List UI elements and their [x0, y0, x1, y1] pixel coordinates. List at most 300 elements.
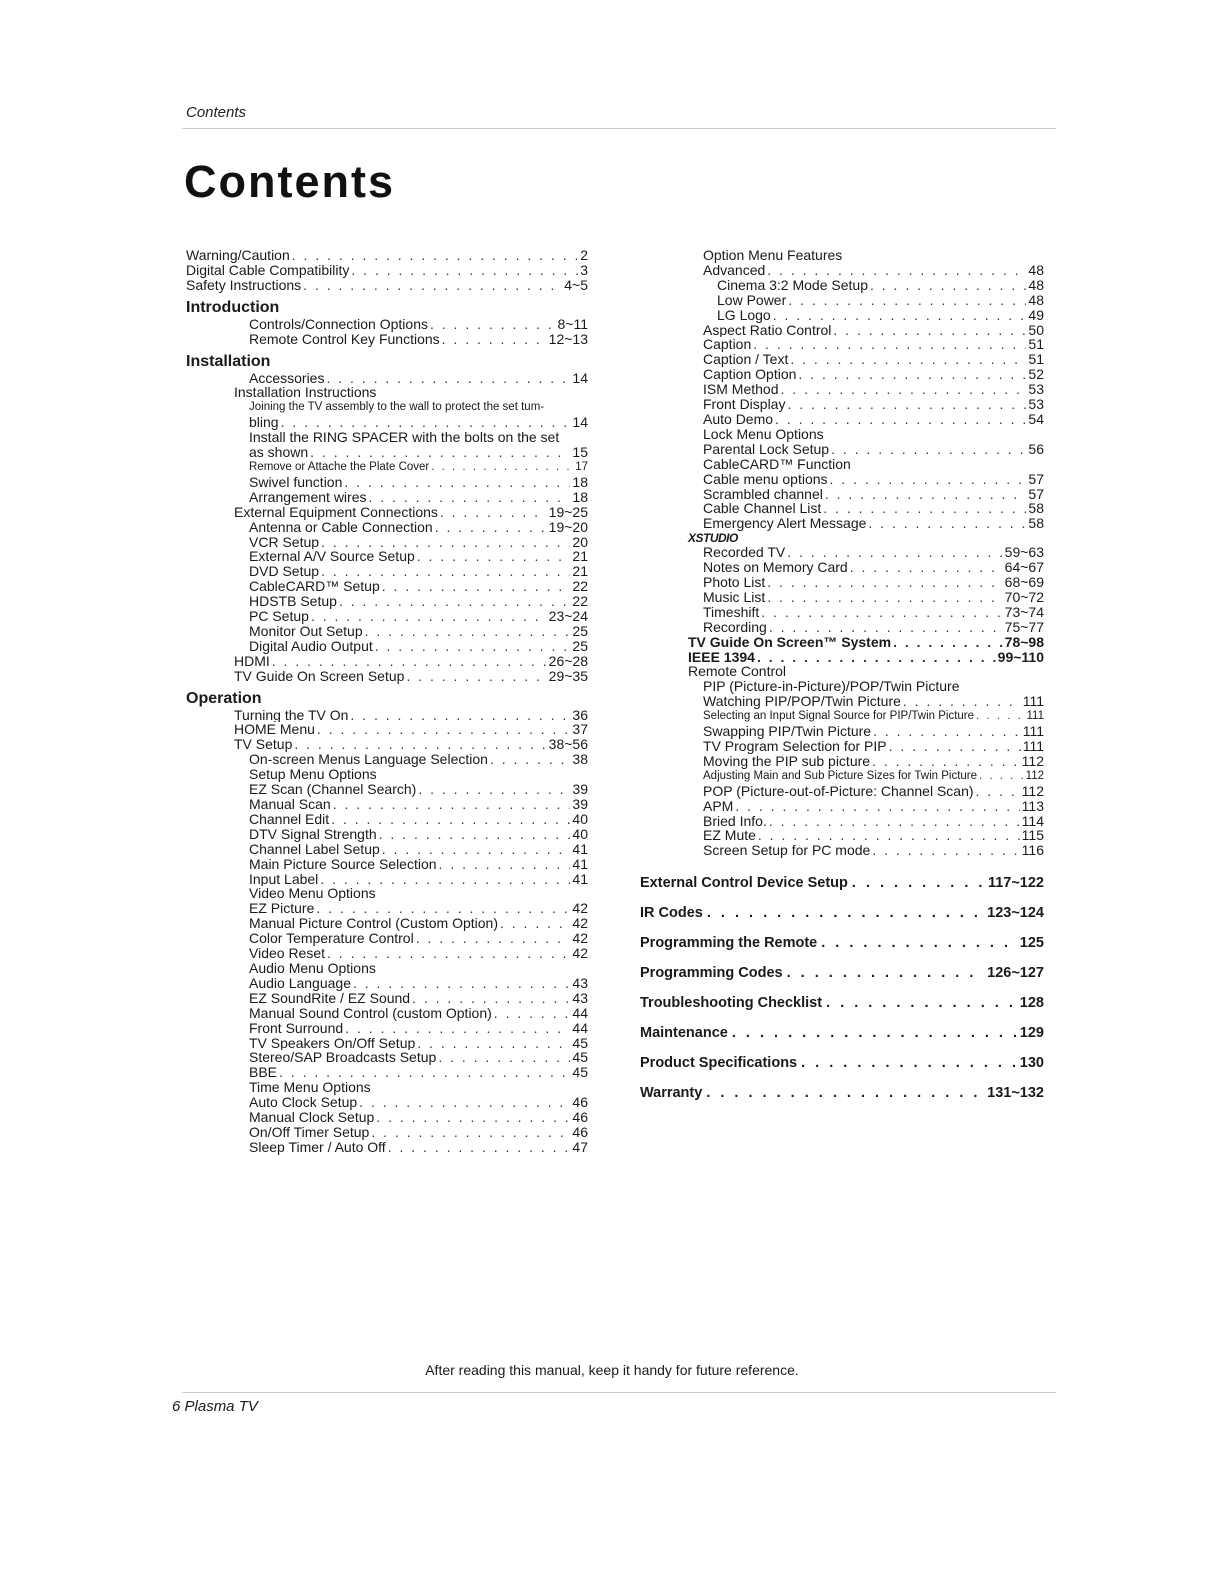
- dot-leader: [889, 739, 1021, 754]
- toc-entry-label: DTV Signal Strength: [249, 826, 377, 842]
- toc-entry-label: Turning the TV On: [234, 707, 349, 723]
- dot-leader: [353, 976, 570, 991]
- dot-leader: [339, 594, 570, 609]
- dot-leader: [438, 1050, 570, 1065]
- toc-entry: [640, 635, 1044, 650]
- toc-entry-label: PIP (Picture-in-Picture)/POP/Twin Picture: [703, 679, 960, 695]
- toc-entry: [186, 505, 588, 520]
- toc-entry-label: ISM Method: [703, 382, 779, 398]
- toc-entry: [186, 961, 588, 976]
- toc-entry: [640, 516, 1044, 531]
- dot-leader: [873, 724, 1021, 739]
- toc-entry-page: 25: [572, 623, 588, 639]
- toc-entry-label: Sleep Timer / Auto Off: [249, 1139, 386, 1155]
- toc-entry-page: 38~56: [548, 737, 588, 753]
- footer-page-label: 6 Plasma TV: [172, 1398, 258, 1415]
- toc-major-section-page: 128: [1019, 995, 1044, 1011]
- dot-leader: [320, 872, 570, 887]
- toc-entry-page: 42: [572, 946, 588, 961]
- toc-entry-label: Caption Option: [703, 367, 797, 383]
- dot-leader: [825, 487, 1027, 502]
- dot-leader: [430, 317, 556, 332]
- dot-leader: [830, 472, 1027, 487]
- toc-entry-label: Warning/Caution: [186, 248, 290, 263]
- dot-leader: [500, 916, 570, 931]
- toc-entry-page: 73~74: [1004, 604, 1044, 620]
- toc-major-section-page: 130: [1019, 1055, 1044, 1071]
- toc-entry-label: HDMI: [234, 653, 270, 669]
- toc-entry-page: 111: [1022, 739, 1044, 754]
- toc-entry-label: Remote Control: [688, 664, 787, 680]
- dot-leader: [850, 560, 1003, 575]
- toc-entry-page: 14: [572, 415, 588, 431]
- toc-entry-page: 114: [1021, 813, 1044, 829]
- toc-entry-page: 70~72: [1004, 589, 1044, 605]
- toc-entry: [640, 308, 1044, 323]
- dot-leader: [317, 722, 571, 737]
- dot-leader: [976, 784, 1020, 799]
- toc-entry-label: Controls/Connection Options: [249, 316, 428, 332]
- toc-entry-page: 44: [572, 1005, 588, 1021]
- toc-entry-page: 41: [572, 841, 588, 857]
- dot-leader: [831, 442, 1026, 457]
- dot-leader: [821, 933, 1016, 953]
- toc-entry-label: Auto Clock Setup: [249, 1095, 358, 1111]
- toc-entry-label: Arrangement wires: [249, 489, 367, 505]
- toc-entry: [186, 430, 588, 445]
- toc-entry-label: Safety Instructions: [186, 277, 302, 293]
- toc-entry-page: 57: [1028, 471, 1044, 487]
- toc-entry: [186, 1095, 588, 1110]
- toc-entry-label: bling: [249, 415, 279, 431]
- toc-entry-label: Video Reset: [249, 946, 326, 961]
- toc-major-section: [640, 1023, 1044, 1053]
- toc-major-section: [640, 1083, 1044, 1113]
- toc-entry-label: Moving the PIP sub picture: [703, 753, 871, 769]
- toc-entry: [640, 784, 1044, 799]
- toc-entry: [186, 782, 588, 797]
- toc-entry-label: CableCARD™ Function: [703, 456, 851, 472]
- toc-entry-page: 48: [1028, 277, 1044, 293]
- toc-entry-label: Low Power: [717, 292, 787, 308]
- toc-entry-label: HOME Menu: [234, 722, 315, 738]
- toc-entry: [640, 248, 1044, 263]
- toc-entry-page: 57: [1028, 486, 1044, 502]
- toc-entry-page: 111: [1022, 694, 1044, 710]
- toc-entry-label: Cinema 3:2 Mode Setup: [717, 277, 868, 293]
- toc-entry-page: 49: [1028, 307, 1044, 323]
- toc-entry-page: 51: [1028, 337, 1044, 353]
- toc-entry-page: 19~25: [548, 504, 588, 520]
- toc-major-section-page: 131~132: [987, 1085, 1044, 1101]
- dot-leader: [753, 337, 1026, 352]
- dot-leader: [375, 639, 571, 654]
- toc-entry-label: Swapping PIP/Twin Picture: [703, 724, 872, 739]
- toc-entry-page: 39: [572, 782, 588, 797]
- toc-entry-label: Parental Lock Setup: [703, 441, 830, 457]
- toc-entry: [640, 724, 1044, 739]
- toc-entry-page: 45: [572, 1050, 588, 1066]
- dot-leader: [833, 323, 1026, 338]
- toc-entry-label: Selecting an Input Signal Source for PIP/Twin Picture: [703, 710, 975, 723]
- toc-entry-label: DVD Setup: [249, 564, 320, 580]
- toc-entry-page: 38: [572, 752, 588, 768]
- toc-entry-label: LG Logo: [717, 307, 771, 323]
- toc-entry: [640, 650, 1044, 665]
- toc-entry-page: 50: [1028, 322, 1044, 338]
- dot-leader: [798, 367, 1026, 382]
- toc-entry-label: Front Surround: [249, 1020, 344, 1036]
- toc-entry: [186, 767, 588, 782]
- toc-entry-page: 25: [572, 638, 588, 654]
- toc-major-section: [640, 933, 1044, 963]
- dot-leader: [769, 620, 1003, 635]
- toc-entry: [640, 293, 1044, 308]
- toc-entry-page: 45: [572, 1065, 588, 1081]
- dot-leader: [292, 248, 578, 263]
- toc-entry-label: Manual Picture Control (Custom Option): [249, 916, 498, 932]
- toc-entry-page: 75~77: [1004, 619, 1044, 635]
- toc-entry-page: 4~5: [564, 277, 588, 293]
- dot-leader: [769, 814, 1020, 829]
- toc-entry-page: 64~67: [1004, 560, 1044, 576]
- toc-entry: [640, 442, 1044, 457]
- toc-entry-label: Caption / Text: [703, 352, 789, 368]
- toc-entry-label: External Equipment Connections: [234, 504, 438, 520]
- toc-major-sections: [640, 873, 1044, 1113]
- toc-entry-label: Recorded TV: [703, 545, 786, 561]
- toc-entry-label: Caption: [703, 337, 752, 353]
- toc-entry: [186, 901, 588, 916]
- toc-entry-label: Stereo/SAP Broadcasts Setup: [249, 1050, 437, 1066]
- toc-entry: [186, 1021, 588, 1036]
- toc-entry-page: 40: [572, 811, 588, 827]
- toc-entry-label: as shown: [249, 445, 309, 460]
- toc-major-section-label: Warranty: [640, 1085, 703, 1101]
- toc-entry: [186, 415, 588, 430]
- toc-entry: [186, 812, 588, 827]
- toc-entry-label: Audio Language: [249, 975, 351, 991]
- toc-major-section-page: 129: [1019, 1025, 1044, 1041]
- toc-entry-page: 116: [1021, 843, 1044, 859]
- toc-section-heading: [186, 299, 588, 317]
- toc-entry-page: 41: [572, 856, 588, 872]
- toc-entry: [186, 579, 588, 594]
- toc-entry-page: 29~35: [548, 668, 588, 684]
- toc-entry: [186, 520, 588, 535]
- toc-entry-label: Auto Demo: [703, 411, 774, 427]
- toc-entry-label: Music List: [703, 589, 766, 605]
- toc-entry: [186, 549, 588, 564]
- toc-entry-page: 36: [572, 707, 588, 723]
- toc-entry-label: Screen Setup for PC mode: [703, 843, 871, 859]
- dot-leader: [418, 782, 570, 797]
- toc-entry-label: Swivel function: [249, 474, 343, 490]
- toc-entry-page: 112: [1025, 769, 1044, 782]
- toc-entry: [640, 397, 1044, 412]
- dot-leader: [872, 754, 1020, 769]
- toc-entry: [640, 337, 1044, 352]
- toc-entry: [186, 490, 588, 505]
- dot-leader: [787, 545, 1002, 560]
- toc-entry-page: 3: [580, 262, 588, 278]
- toc-entry-label: Installation: [186, 352, 271, 370]
- toc-entry-label: Lock Menu Options: [703, 426, 824, 442]
- toc-entry-page: 112: [1021, 753, 1044, 769]
- dot-leader: [345, 1021, 570, 1036]
- toc-entry-label: HDSTB Setup: [249, 594, 337, 610]
- toc-entry-label: Antenna or Cable Connection: [249, 519, 433, 535]
- toc-entry-page: 37: [572, 722, 588, 738]
- toc-entry: [186, 797, 588, 812]
- toc-entry: [186, 400, 588, 415]
- toc-major-section: [640, 1053, 1044, 1083]
- toc-major-section-page: 125: [1019, 935, 1044, 951]
- dot-leader: [281, 415, 571, 430]
- toc-entry-page: 53: [1028, 397, 1044, 412]
- toc-entry-label: Channel Label Setup: [249, 841, 380, 857]
- dot-leader: [327, 946, 570, 961]
- dot-leader: [382, 579, 571, 594]
- toc-entry: [186, 842, 588, 857]
- dot-leader: [979, 769, 1024, 784]
- toc-right-column: [640, 248, 1044, 858]
- toc-entry: [186, 991, 588, 1006]
- toc-entry-label: Joining the TV assembly to the wall to protect the set tum-: [249, 401, 545, 414]
- toc-entry: [640, 664, 1044, 679]
- dot-leader: [371, 1125, 570, 1140]
- toc-entry-label: Manual Scan: [249, 797, 331, 812]
- toc-entry: [640, 487, 1044, 502]
- toc-entry: [186, 609, 588, 624]
- toc-entry-label: Accessories: [249, 370, 325, 386]
- dot-leader: [826, 993, 1016, 1013]
- toc-entry: [186, 827, 588, 842]
- toc-entry: [640, 679, 1044, 694]
- toc-entry-page: 22: [572, 579, 588, 595]
- dot-leader: [787, 963, 984, 983]
- toc-entry-label: On-screen Menus Language Selection: [249, 752, 488, 768]
- toc-entry-label: APM: [703, 798, 734, 814]
- xstudio-logo: XSTUDIO: [688, 531, 738, 546]
- dot-leader: [773, 308, 1027, 323]
- toc-entry-page: 115: [1021, 828, 1044, 844]
- toc-entry: [186, 278, 588, 293]
- toc-entry: [186, 535, 588, 550]
- toc-entry-page: 20: [572, 534, 588, 550]
- dot-leader: [801, 1053, 1016, 1073]
- toc-entry: [640, 709, 1044, 724]
- toc-entry: [640, 828, 1044, 843]
- toc-entry: [186, 263, 588, 278]
- toc-entry: [640, 412, 1044, 427]
- toc-entry-page: 40: [572, 826, 588, 842]
- dot-leader: [351, 263, 578, 278]
- toc-entry: [186, 1140, 588, 1155]
- toc-entry: [640, 620, 1044, 635]
- toc-entry-label: Audio Menu Options: [249, 960, 376, 976]
- toc-entry: [640, 472, 1044, 487]
- toc-entry-page: 112: [1021, 783, 1044, 799]
- toc-entry-page: 46: [572, 1110, 588, 1125]
- dot-leader: [767, 263, 1026, 278]
- toc-entry-label: Manual Clock Setup: [249, 1110, 375, 1125]
- toc-entry-label: Monitor Out Setup: [249, 623, 363, 639]
- toc-entry: [640, 367, 1044, 382]
- toc-entry: [186, 594, 588, 609]
- toc-entry: [186, 248, 588, 263]
- dot-leader: [494, 1006, 571, 1021]
- dot-leader: [333, 797, 571, 812]
- dot-leader: [331, 812, 570, 827]
- toc-entry-page: 19~20: [548, 519, 588, 535]
- toc-entry: [186, 639, 588, 654]
- toc-entry: [186, 1050, 588, 1065]
- toc-entry: [186, 1006, 588, 1021]
- toc-entry-label: TV Guide On Screen Setup: [234, 668, 405, 684]
- dot-leader: [417, 549, 571, 564]
- toc-entry-page: 48: [1028, 262, 1044, 278]
- toc-entry-page: 51: [1028, 352, 1044, 368]
- toc-entry: [186, 669, 588, 684]
- toc-entry: [186, 460, 588, 475]
- toc-entry: [186, 1125, 588, 1140]
- toc-entry-label: Timeshift: [703, 604, 760, 620]
- dot-leader: [417, 1036, 570, 1051]
- dot-leader: [707, 903, 983, 923]
- toc-entry-page: 26~28: [548, 653, 588, 669]
- dot-leader: [310, 445, 570, 460]
- toc-entry-label: Aspect Ratio Control: [703, 322, 832, 338]
- toc-entry-label: Adjusting Main and Sub Picture Sizes for Twin Picture: [703, 769, 978, 782]
- dot-leader: [382, 842, 571, 857]
- dot-leader: [735, 799, 1019, 814]
- dot-leader: [757, 650, 996, 665]
- toc-entry-label: CableCARD™ Setup: [249, 579, 380, 595]
- toc-entry-page: 53: [1028, 382, 1044, 398]
- dot-leader: [369, 490, 571, 505]
- dot-leader: [787, 397, 1026, 412]
- dot-leader: [893, 635, 1003, 650]
- toc-entry-label: TV Guide On Screen™ System: [688, 634, 892, 650]
- toc-major-section: [640, 963, 1044, 993]
- toc-entry-label: EZ Picture: [249, 901, 315, 917]
- toc-entry-label: IEEE 1394: [688, 649, 755, 665]
- dot-leader: [767, 575, 1002, 590]
- toc-entry: [186, 872, 588, 887]
- toc-entry-label: PC Setup: [249, 609, 309, 624]
- toc-entry-page: 15: [572, 445, 588, 460]
- toc-entry-label: Option Menu Features: [703, 248, 843, 263]
- toc-entry: [640, 501, 1044, 516]
- toc-major-section: [640, 873, 1044, 903]
- toc-entry-page: 18: [572, 474, 588, 490]
- toc-entry-label: Scrambled channel: [703, 486, 823, 502]
- toc-major-section-label: Maintenance: [640, 1025, 728, 1041]
- dot-leader: [823, 501, 1026, 516]
- toc-entry-page: 22: [572, 594, 588, 610]
- toc-entry-page: 54: [1028, 411, 1044, 427]
- toc-entry: [640, 382, 1044, 397]
- toc-entry: [186, 857, 588, 872]
- toc-entry-page: 52: [1028, 367, 1044, 383]
- toc-entry: [186, 708, 588, 723]
- dot-leader: [490, 752, 570, 767]
- toc-entry: [640, 545, 1044, 560]
- toc-entry: [186, 564, 588, 579]
- toc-entry: [186, 624, 588, 639]
- toc-entry: [186, 722, 588, 737]
- dot-leader: [435, 520, 547, 535]
- toc-entry: [186, 752, 588, 767]
- toc-entry: [640, 843, 1044, 858]
- toc-entry: [186, 946, 588, 961]
- toc-entry: [186, 1036, 588, 1051]
- toc-entry-label: Cable Channel List: [703, 501, 822, 517]
- toc-entry: [640, 457, 1044, 472]
- dot-leader: [788, 293, 1026, 308]
- toc-entry-page: 42: [572, 931, 588, 947]
- dot-leader: [406, 669, 546, 684]
- toc-entry-label: Emergency Alert Message: [703, 516, 867, 532]
- toc-entry-page: 68~69: [1004, 575, 1044, 590]
- toc-entry: [640, 694, 1044, 709]
- toc-entry-page: 46: [572, 1124, 588, 1140]
- toc-entry-label: Recording: [703, 619, 767, 635]
- toc-entry: [186, 976, 588, 991]
- toc-entry-page: 43: [572, 975, 588, 991]
- page-title: Contents: [184, 156, 395, 207]
- dot-leader: [706, 1083, 983, 1103]
- toc-entry-label: Setup Menu Options: [249, 767, 377, 783]
- toc-entry-page: 99~110: [997, 649, 1044, 665]
- toc-major-section-label: Programming Codes: [640, 965, 783, 981]
- toc-entry-page: 8~11: [557, 316, 588, 332]
- toc-entry-label: Photo List: [703, 575, 766, 590]
- toc-entry: [186, 385, 588, 400]
- running-header: Contents: [186, 104, 247, 121]
- toc-entry: [186, 1065, 588, 1080]
- dot-leader: [321, 535, 570, 550]
- toc-entry-page: 42: [572, 916, 588, 932]
- header-divider: [182, 128, 1056, 129]
- toc-entry-page: 56: [1028, 441, 1044, 457]
- toc-entry-label: POP (Picture-out-of-Picture: Channel Scan): [703, 783, 974, 799]
- toc-entry-page: 45: [572, 1035, 588, 1051]
- toc-major-section-label: Programming the Remote: [640, 935, 818, 951]
- dot-leader: [272, 654, 547, 669]
- toc-major-section-page: 117~122: [987, 875, 1044, 891]
- toc-entry-label: Digital Cable Compatibility: [186, 262, 350, 278]
- toc-entry: [186, 371, 588, 386]
- toc-entry: [186, 317, 588, 332]
- toc-entry-page: 21: [572, 549, 588, 565]
- toc-entry-page: 12~13: [548, 331, 588, 347]
- toc-entry: [186, 886, 588, 901]
- dot-leader: [376, 1110, 570, 1125]
- toc-entry: [640, 799, 1044, 814]
- toc-entry: [186, 737, 588, 752]
- toc-entry-page: 44: [572, 1020, 588, 1036]
- toc-entry-label: Installation Instructions: [234, 385, 377, 401]
- toc-entry: [640, 263, 1044, 278]
- toc-major-section-page: 123~124: [987, 905, 1044, 921]
- toc-entry: [640, 352, 1044, 367]
- toc-entry: [640, 427, 1044, 442]
- toc-entry-page: 58: [1028, 501, 1044, 517]
- dot-leader: [388, 1140, 571, 1155]
- dot-leader: [416, 931, 571, 946]
